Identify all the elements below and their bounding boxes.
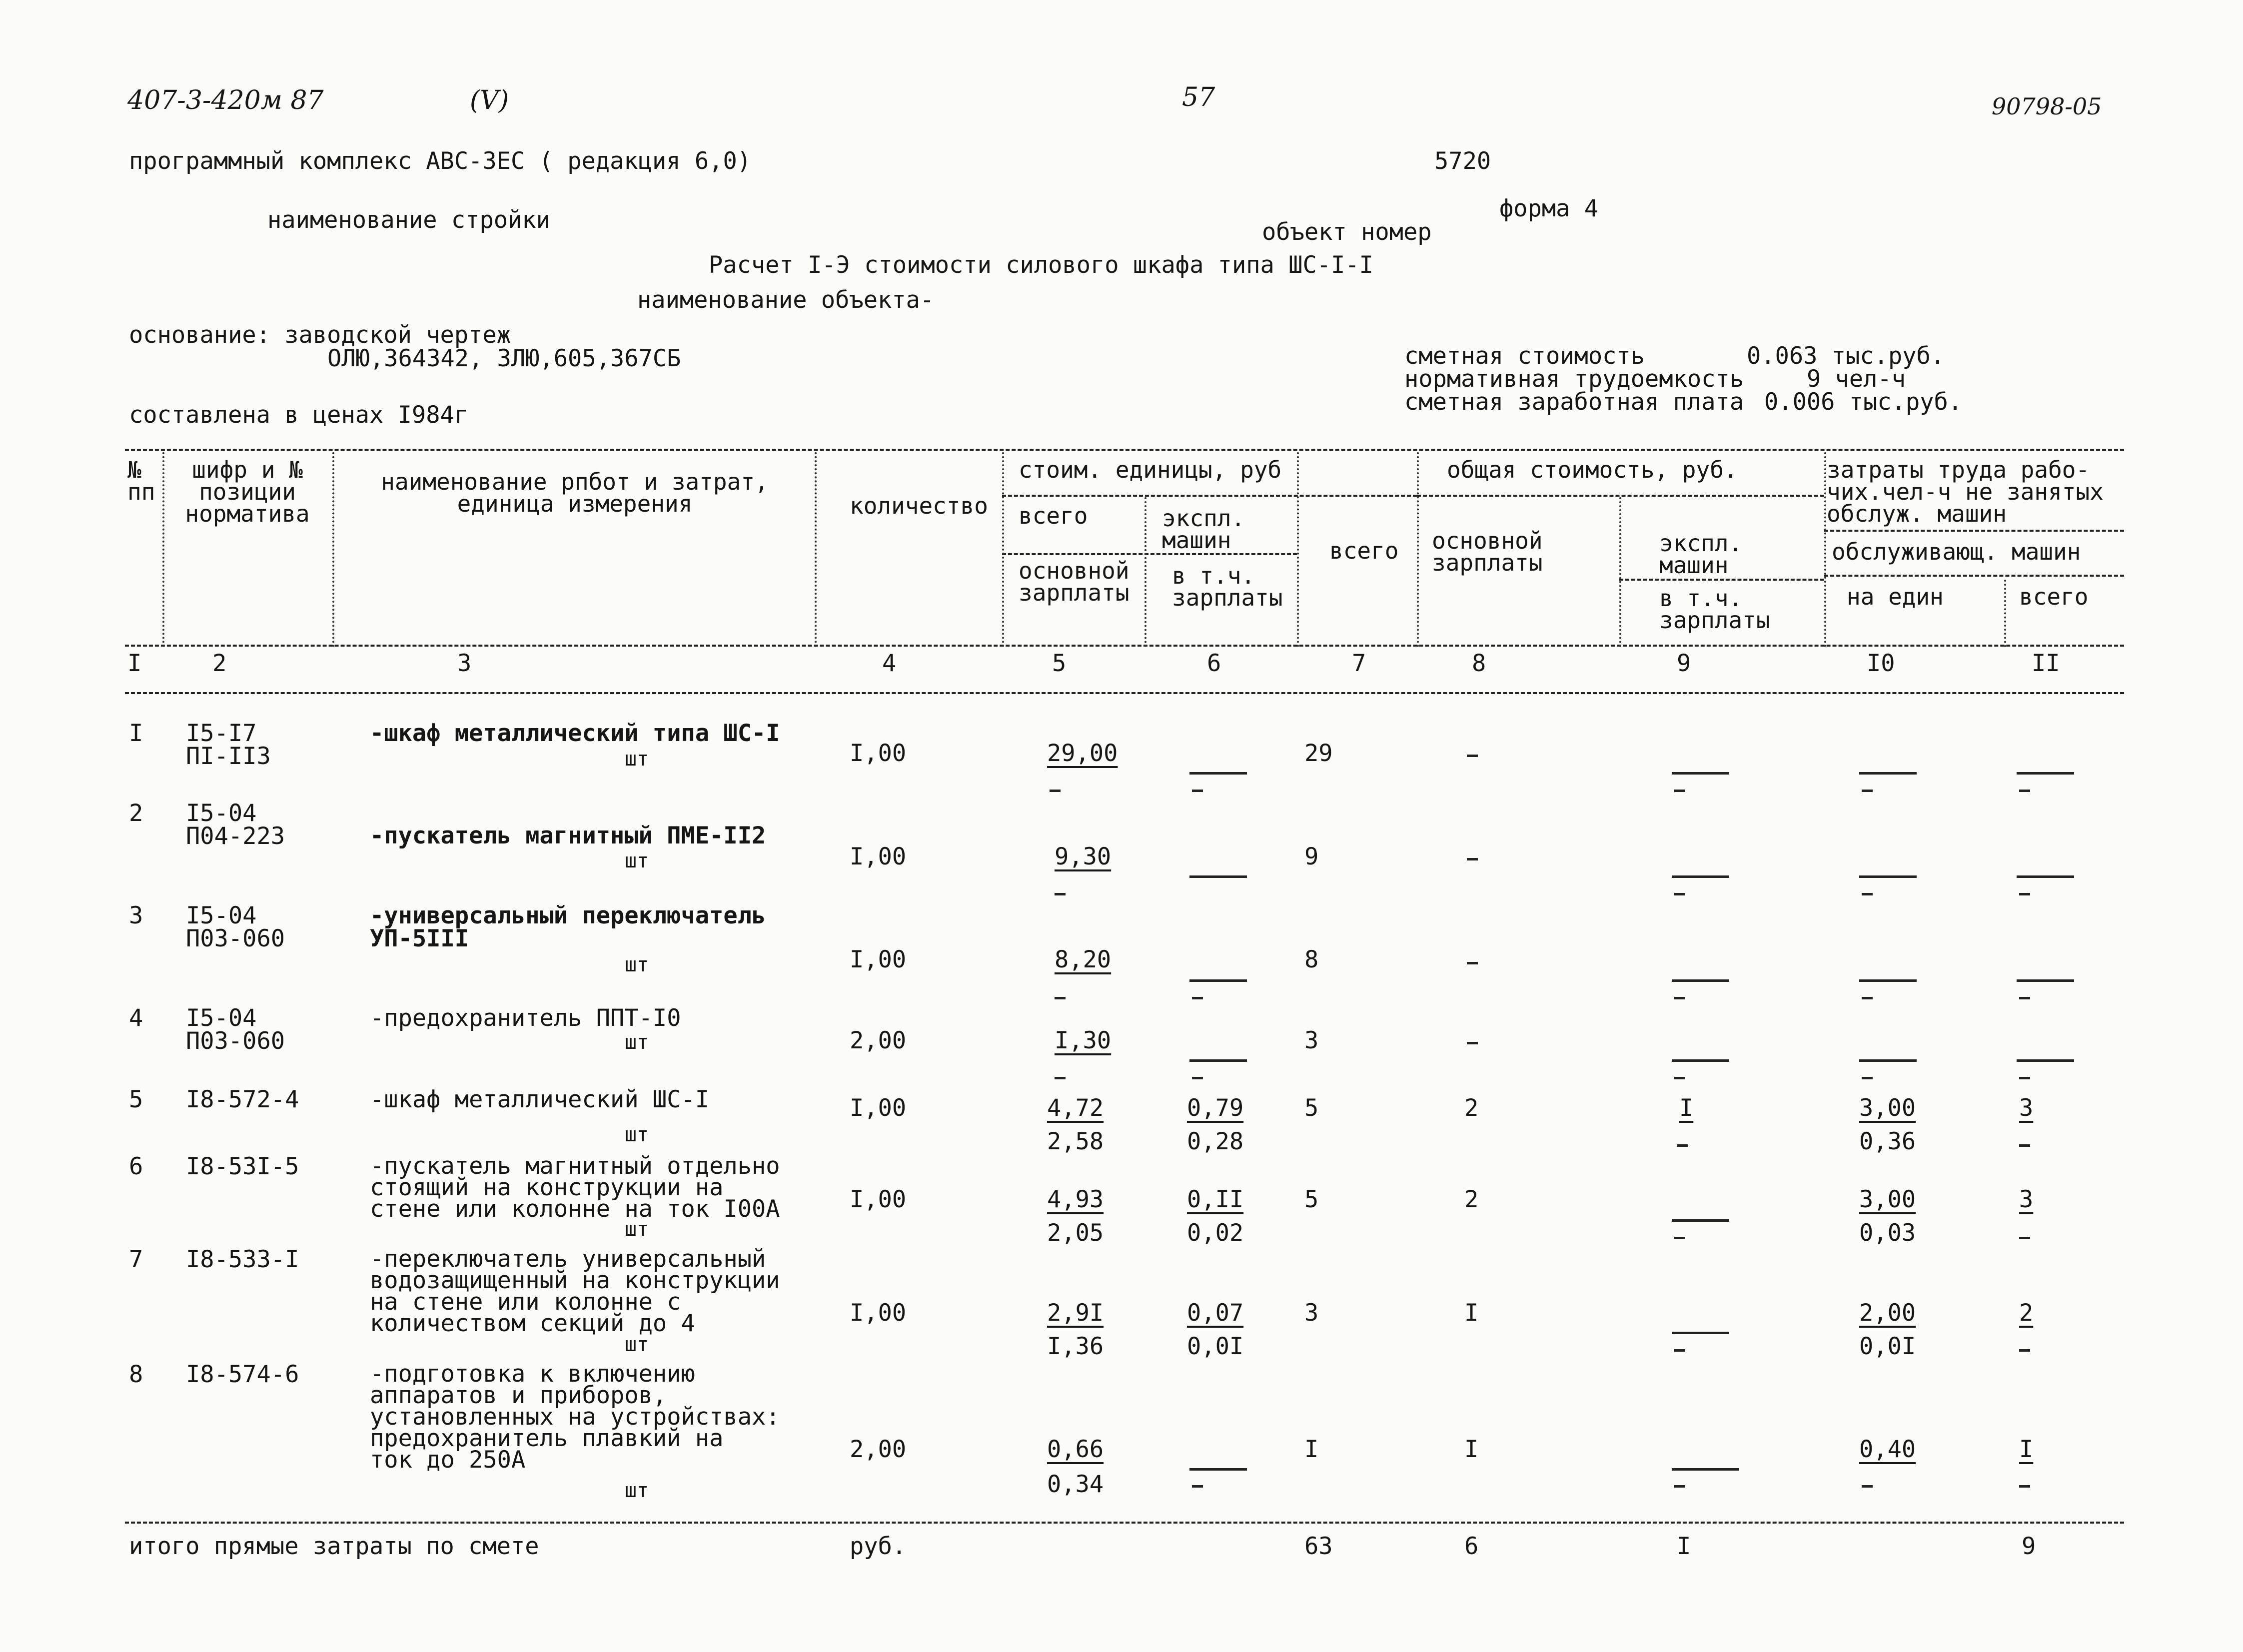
row-total: 9	[1304, 843, 1319, 870]
row-labor-total-wage	[2019, 997, 2030, 999]
row-labor-unit: 0,40	[1859, 1436, 1916, 1463]
row-total: 5	[1304, 1094, 1319, 1122]
row-unit-machine-wage	[1192, 1485, 1203, 1488]
row-total-machine	[1672, 1332, 1729, 1334]
row-labor-total: 3	[2019, 1094, 2034, 1122]
row-unit: шт	[625, 1031, 649, 1054]
col-number: 6	[1207, 650, 1221, 677]
row-name: -пускатель магнитный отдельно стоящий на конструкции на стене или колонне на ток I00А	[370, 1152, 780, 1223]
row-labor-unit-wage	[1862, 1485, 1873, 1488]
basis-refs: ОЛЮ,364342, ЗЛЮ,605,367СБ	[327, 345, 681, 372]
row-qty: 2,00	[850, 1027, 907, 1054]
col-header-unit-base-wage: основной зарплаты	[1019, 557, 1129, 606]
row-unit-total: 2,9I	[1047, 1299, 1104, 1327]
row-total-machine-wage	[1674, 790, 1685, 792]
row-total-machine: I	[1679, 1094, 1694, 1122]
estimate-code: 5720	[1434, 147, 1491, 175]
row-code: I8-533-I	[186, 1246, 299, 1273]
row-qty: I,00	[850, 843, 907, 870]
row-name: -шкаф металлический ШС-I	[370, 1086, 710, 1113]
row-total: 5	[1304, 1186, 1319, 1213]
total-unit: руб.	[850, 1533, 907, 1560]
row-labor-unit: 3,00	[1859, 1094, 1916, 1122]
row-labor-unit-wage	[1862, 1077, 1873, 1079]
col-number: 3	[457, 650, 472, 677]
summary-label: сметная стоимость	[1404, 342, 1645, 370]
col-header-unit-cost: стоим. единицы, руб	[1019, 456, 1282, 483]
row-number: 7	[129, 1246, 143, 1273]
col-header-labor: затраты труда рабо- чих.чел-ч не занятых обслуж. машин	[1827, 456, 2104, 527]
row-unit-wage	[1050, 790, 1061, 792]
row-unit-machine	[1189, 1059, 1247, 1062]
col-header-labor-unit: на един	[1847, 583, 1944, 610]
col-number: 9	[1677, 650, 1691, 677]
col-header-total-machine: экспл. машин	[1659, 530, 1743, 579]
col-header-code: шифр и № позиции норматива	[185, 456, 310, 527]
col-number: I	[127, 650, 142, 677]
row-code: I5-04 П04-223	[186, 800, 285, 850]
row-labor-unit	[1859, 979, 1917, 982]
row-unit-wage: I,36	[1047, 1333, 1104, 1360]
row-total: 3	[1304, 1299, 1319, 1327]
row-code: I8-572-4	[186, 1086, 299, 1113]
row-unit-machine-wage: 0,28	[1187, 1128, 1244, 1155]
row-labor-total-wage	[2019, 893, 2030, 895]
row-number: I	[129, 720, 143, 747]
row-name: -подготовка к включению аппаратов и приборов, установленных на устройствах: предохранитель плавкий на ток до 250А	[370, 1360, 780, 1474]
row-unit-wage	[1055, 893, 1066, 895]
object-name-label: наименование объекта-	[637, 286, 935, 314]
row-total-wage: 2	[1464, 1094, 1479, 1122]
row-qty: I,00	[850, 1094, 907, 1122]
summary-label: сметная заработная плата	[1404, 388, 1744, 416]
summary-value: 9 чел-ч	[1807, 365, 1906, 393]
row-unit-machine-wage: 0,0I	[1187, 1333, 1244, 1360]
row-qty: I,00	[850, 740, 907, 767]
doc-code: 407-3-420м 87	[127, 85, 324, 115]
row-total-machine	[1672, 772, 1729, 775]
program-line: программный комплекс АВС-ЗЕС ( редакция 6,0)	[129, 147, 752, 175]
row-code: I5-04 П03-060	[186, 1004, 285, 1055]
row-name: -шкаф металлический типа ШС-I	[370, 720, 780, 747]
doc-mark: (V)	[470, 85, 509, 115]
row-labor-unit-wage: 0,0I	[1859, 1333, 1916, 1360]
row-unit-total: 8,20	[1055, 946, 1112, 973]
row-unit: шт	[625, 849, 649, 872]
row-total-machine-wage	[1674, 1485, 1685, 1488]
row-total-machine	[1672, 979, 1729, 982]
page-number: 57	[1182, 82, 1215, 112]
row-total-machine-wage	[1674, 893, 1685, 895]
row-labor-total	[2017, 772, 2074, 775]
col-header-total-all: всего	[1329, 537, 1399, 564]
row-labor-total: I	[2019, 1436, 2034, 1463]
row-unit-machine	[1189, 772, 1247, 775]
row-labor-total-wage	[2019, 1144, 2030, 1147]
col-header-num: № пп	[127, 456, 155, 505]
row-number: 2	[129, 800, 143, 827]
row-number: 5	[129, 1086, 143, 1113]
col-number: I0	[1867, 650, 1895, 677]
col-header-total-cost: общая стоимость, руб.	[1447, 456, 1738, 483]
row-labor-unit: 2,00	[1859, 1299, 1916, 1327]
row-unit-machine	[1189, 979, 1247, 982]
row-total-machine	[1672, 875, 1729, 878]
row-labor-total	[2017, 979, 2074, 982]
total-cost: 63	[1304, 1533, 1333, 1560]
row-total-machine-wage	[1674, 1077, 1685, 1079]
row-total-machine	[1672, 1219, 1729, 1222]
row-unit-machine	[1189, 1468, 1247, 1471]
summary-value: 0.063 тыс.руб.	[1747, 342, 1945, 370]
col-header-total-base-wage: основной зарплаты	[1432, 527, 1543, 576]
row-name: -предохранитель ППТ-I0	[370, 1004, 681, 1032]
row-labor-unit: 3,00	[1859, 1186, 1916, 1213]
row-total: 29	[1304, 740, 1333, 767]
row-unit-machine-wage	[1192, 997, 1203, 999]
row-labor-unit-wage	[1862, 893, 1873, 895]
row-labor-total-wage	[2019, 1077, 2030, 1079]
total-wage: 6	[1464, 1533, 1479, 1560]
row-unit: шт	[625, 1479, 649, 1502]
row-unit-machine-wage	[1192, 790, 1203, 792]
row-qty: I,00	[850, 1299, 907, 1327]
basis-label: основание: заводской чертеж	[129, 321, 511, 349]
summary-value: 0.006 тыс.руб.	[1764, 388, 1963, 416]
row-unit: шт	[625, 748, 649, 771]
row-labor-unit	[1859, 875, 1917, 878]
col-header-labor-total: всего	[2019, 583, 2089, 610]
row-total-machine-wage	[1674, 1237, 1685, 1239]
row-total: 8	[1304, 946, 1319, 973]
row-labor-total: 3	[2019, 1186, 2034, 1213]
col-header-unit-incl-wage: в т.ч. зарплаты	[1172, 562, 1283, 611]
row-unit-machine: 0,II	[1187, 1186, 1244, 1213]
total-machine: I	[1677, 1533, 1691, 1560]
row-total-wage: 2	[1464, 1186, 1479, 1213]
row-total-wage	[1467, 1042, 1478, 1044]
row-unit: шт	[625, 1123, 649, 1146]
row-qty: 2,00	[850, 1436, 907, 1463]
row-labor-total-wage	[2019, 790, 2030, 792]
row-total-wage	[1467, 962, 1478, 964]
row-unit-total: 0,66	[1047, 1436, 1104, 1463]
row-labor-unit	[1859, 1059, 1917, 1062]
row-unit-machine: 0,07	[1187, 1299, 1244, 1327]
row-unit-total: I,30	[1055, 1027, 1112, 1054]
row-labor-unit-wage	[1862, 997, 1873, 999]
row-qty: I,00	[850, 1186, 907, 1213]
row-total-machine-wage	[1674, 997, 1685, 999]
row-total-wage: I	[1464, 1299, 1479, 1327]
archive-number: 90798-05	[1992, 93, 2102, 120]
row-labor-unit	[1859, 772, 1917, 775]
row-labor-unit-wage	[1862, 790, 1873, 792]
row-unit: шт	[625, 1218, 649, 1241]
col-number: 2	[212, 650, 227, 677]
summary-label: нормативная трудоемкость	[1404, 365, 1744, 393]
row-total-machine-wage	[1677, 1144, 1688, 1147]
col-header-labor-machine: обслуживающ. машин	[1832, 538, 2081, 565]
row-unit-machine-wage	[1192, 1077, 1203, 1079]
row-total-wage	[1467, 755, 1478, 757]
col-number: II	[2032, 650, 2060, 677]
row-labor-unit-wage: 0,36	[1859, 1128, 1916, 1155]
col-number: 7	[1352, 650, 1366, 677]
row-unit-wage: 2,58	[1047, 1128, 1104, 1155]
form-label: форма 4	[1499, 195, 1599, 222]
row-code: I5-I7 ПI-II3	[186, 720, 271, 770]
row-unit-total: 29,00	[1047, 740, 1118, 767]
row-total: I	[1304, 1436, 1319, 1463]
price-level: составлена в ценах I984г	[129, 401, 469, 429]
row-labor-total	[2017, 1059, 2074, 1062]
col-number: 5	[1052, 650, 1067, 677]
row-number: 8	[129, 1361, 143, 1388]
col-header-total-incl-wage: в т.ч. зарплаты	[1659, 585, 1770, 634]
row-unit-machine-wage: 0,02	[1187, 1219, 1244, 1247]
construction-label: наименование стройки	[267, 206, 550, 234]
row-labor-total-wage	[2019, 1485, 2030, 1488]
row-labor-unit-wage: 0,03	[1859, 1219, 1916, 1247]
row-labor-total-wage	[2019, 1237, 2030, 1239]
row-name: -универсальный переключатель УП-5III	[370, 902, 766, 952]
row-number: 6	[129, 1153, 143, 1180]
row-unit-wage: 2,05	[1047, 1219, 1104, 1247]
row-unit-total: 4,93	[1047, 1186, 1104, 1213]
row-unit: шт	[625, 953, 649, 976]
col-header-qty: количество	[850, 492, 988, 519]
row-code: I5-04 П03-060	[186, 902, 285, 952]
row-unit-wage	[1055, 1077, 1066, 1079]
row-total-wage: I	[1464, 1436, 1479, 1463]
row-unit-machine	[1189, 875, 1247, 878]
row-total-machine	[1672, 1059, 1729, 1062]
row-name: -пускатель магнитный ПМЕ-II2	[370, 822, 766, 849]
row-qty: I,00	[850, 946, 907, 973]
col-header-name: наименование рпбот и затрат, единица измерения	[381, 468, 769, 517]
row-total-wage	[1467, 858, 1478, 860]
col-header-unit-total: всего	[1019, 502, 1088, 529]
row-unit-total: 9,30	[1055, 843, 1112, 870]
row-unit-wage: 0,34	[1047, 1471, 1104, 1498]
row-code: I8-574-6	[186, 1361, 299, 1388]
col-header-unit-machine: экспл. машин	[1162, 505, 1245, 554]
row-unit-machine: 0,79	[1187, 1094, 1244, 1122]
row-unit-wage	[1055, 997, 1066, 999]
row-labor-total: 2	[2019, 1299, 2034, 1327]
col-number: 8	[1472, 650, 1486, 677]
total-label: итого прямые затраты по смете	[129, 1533, 539, 1560]
row-code: I8-53I-5	[186, 1153, 299, 1180]
calc-title: Расчет I-Э стоимости силового шкафа типа ШС-I-I	[709, 251, 1373, 279]
row-total-machine	[1672, 1468, 1739, 1471]
object-number-label: объект номер	[1262, 218, 1432, 246]
row-unit: шт	[625, 1333, 649, 1356]
row-unit-total: 4,72	[1047, 1094, 1104, 1122]
row-total: 3	[1304, 1027, 1319, 1054]
total-labor: 9	[2022, 1533, 2036, 1560]
row-name: -переключатель универсальный водозащищенный на конструкции на стене или колонне с количеством секций до 4	[370, 1245, 780, 1337]
row-labor-total-wage	[2019, 1349, 2030, 1352]
col-number: 4	[882, 650, 897, 677]
row-number: 3	[129, 902, 143, 929]
row-total-machine-wage	[1674, 1349, 1685, 1352]
row-number: 4	[129, 1004, 143, 1032]
row-labor-total	[2017, 875, 2074, 878]
